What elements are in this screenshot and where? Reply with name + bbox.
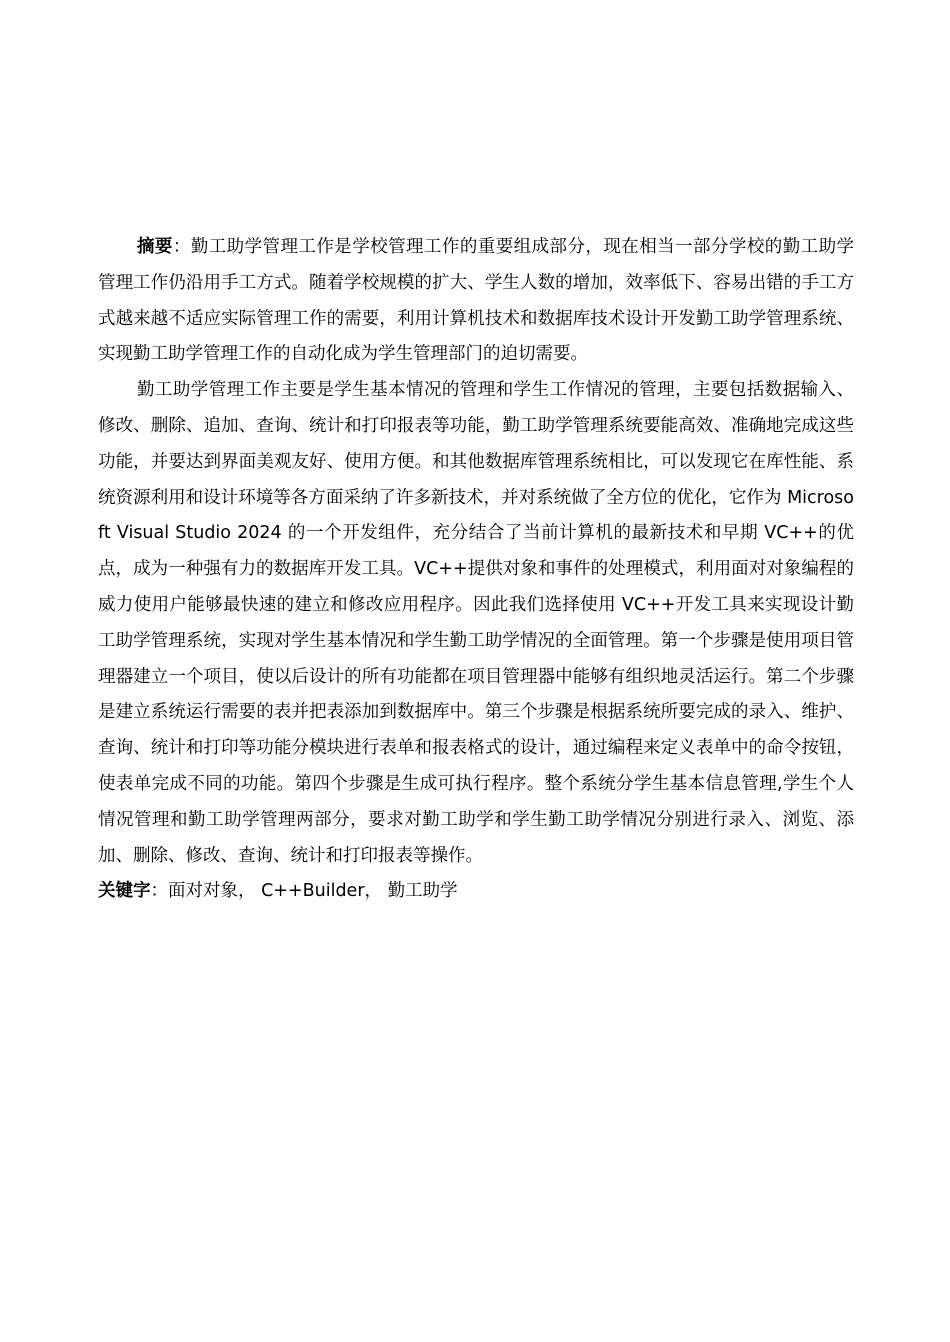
abstract-section (98, 230, 854, 910)
abstract-label: 摘要 (137, 237, 173, 257)
keyword-item: 勤工助学 (387, 881, 458, 902)
keyword-separator: ， (238, 881, 256, 902)
abstract-paragraph-2 (98, 373, 854, 874)
abstract-label-colon: ： (172, 237, 191, 257)
keyword-item: 面对对象 (168, 881, 238, 902)
keywords-label-colon: ： (150, 881, 168, 902)
abstract-paragraph-1 (98, 230, 854, 373)
abstract-paragraph-1-text: 勤工助学管理工作是学校管理工作的重要组成部分，现在相当一部分学校的勤工助学管理工作仍沿用手工方式。随着学校规模的扩大、学生人数的增加，效率低下、容易出错的手工方式越来越不适应实际管理工作的需要，利用计算机技术和数据库技术设计开发勤工助学管理系统、实现勤工助学管理工作的自动化成为学生管理部门的迫切需要。 (98, 237, 855, 365)
keyword-item: C++Builder (261, 881, 365, 902)
keywords-label: 关键字 (98, 881, 151, 902)
abstract-paragraph-2-text: 勤工助学管理工作主要是学生基本情况的管理和学生工作情况的管理，主要包括数据输入、修改、删除、追加、查询、统计和打印报表等功能，勤工助学管理系统要能高效、准确地完成这些功能，并要达到界面美观友好、使用方便。和其他数据库管理系统相比，可以发现它在库性能、系统资源利用和设计环境等各方面采纳了许多新技术，并对系统做了全方位的优化，它作为 Microsoft Visual Studio 2024 的一个开发组件，充分结合了当前计算机的最新技术和早期 VC++的优点，成为一种强有力的数据库开发工具。VC++提供对象和事件的处理模式，利用面对对象编程的威力使用户能够最快速的建立和修改应用程序。因此我们选择使用 VC++开发工具来实现设计勤工助学管理系统，实现对学生基本情况和学生勤工助学情况的全面管理。第一个步骤是使用项目管理器建立一个项目，使以后设计的所有功能都在项目管理器中能够有组织地灵活运行。第二个步骤是建立系统运行需要的表并把表添加到数据库中。第三个步骤是根据系统所要完成的录入、维护、查询、统计和打印等功能分模块进行表单和报表格式的设计，通过编程来定义表单中的命令按钮，使表单完成不同的功能。第四个步骤是生成可执行程序。整个系统分学生基本信息管理,学生个人情况管理和勤工助学管理两部分，要求对勤工助学和学生勤工助学情况分别进行录入、浏览、添加、删除、修改、查询、统计和打印报表等操作。 (98, 380, 854, 866)
keywords-line (98, 874, 854, 910)
keyword-separator: ， (364, 881, 383, 902)
